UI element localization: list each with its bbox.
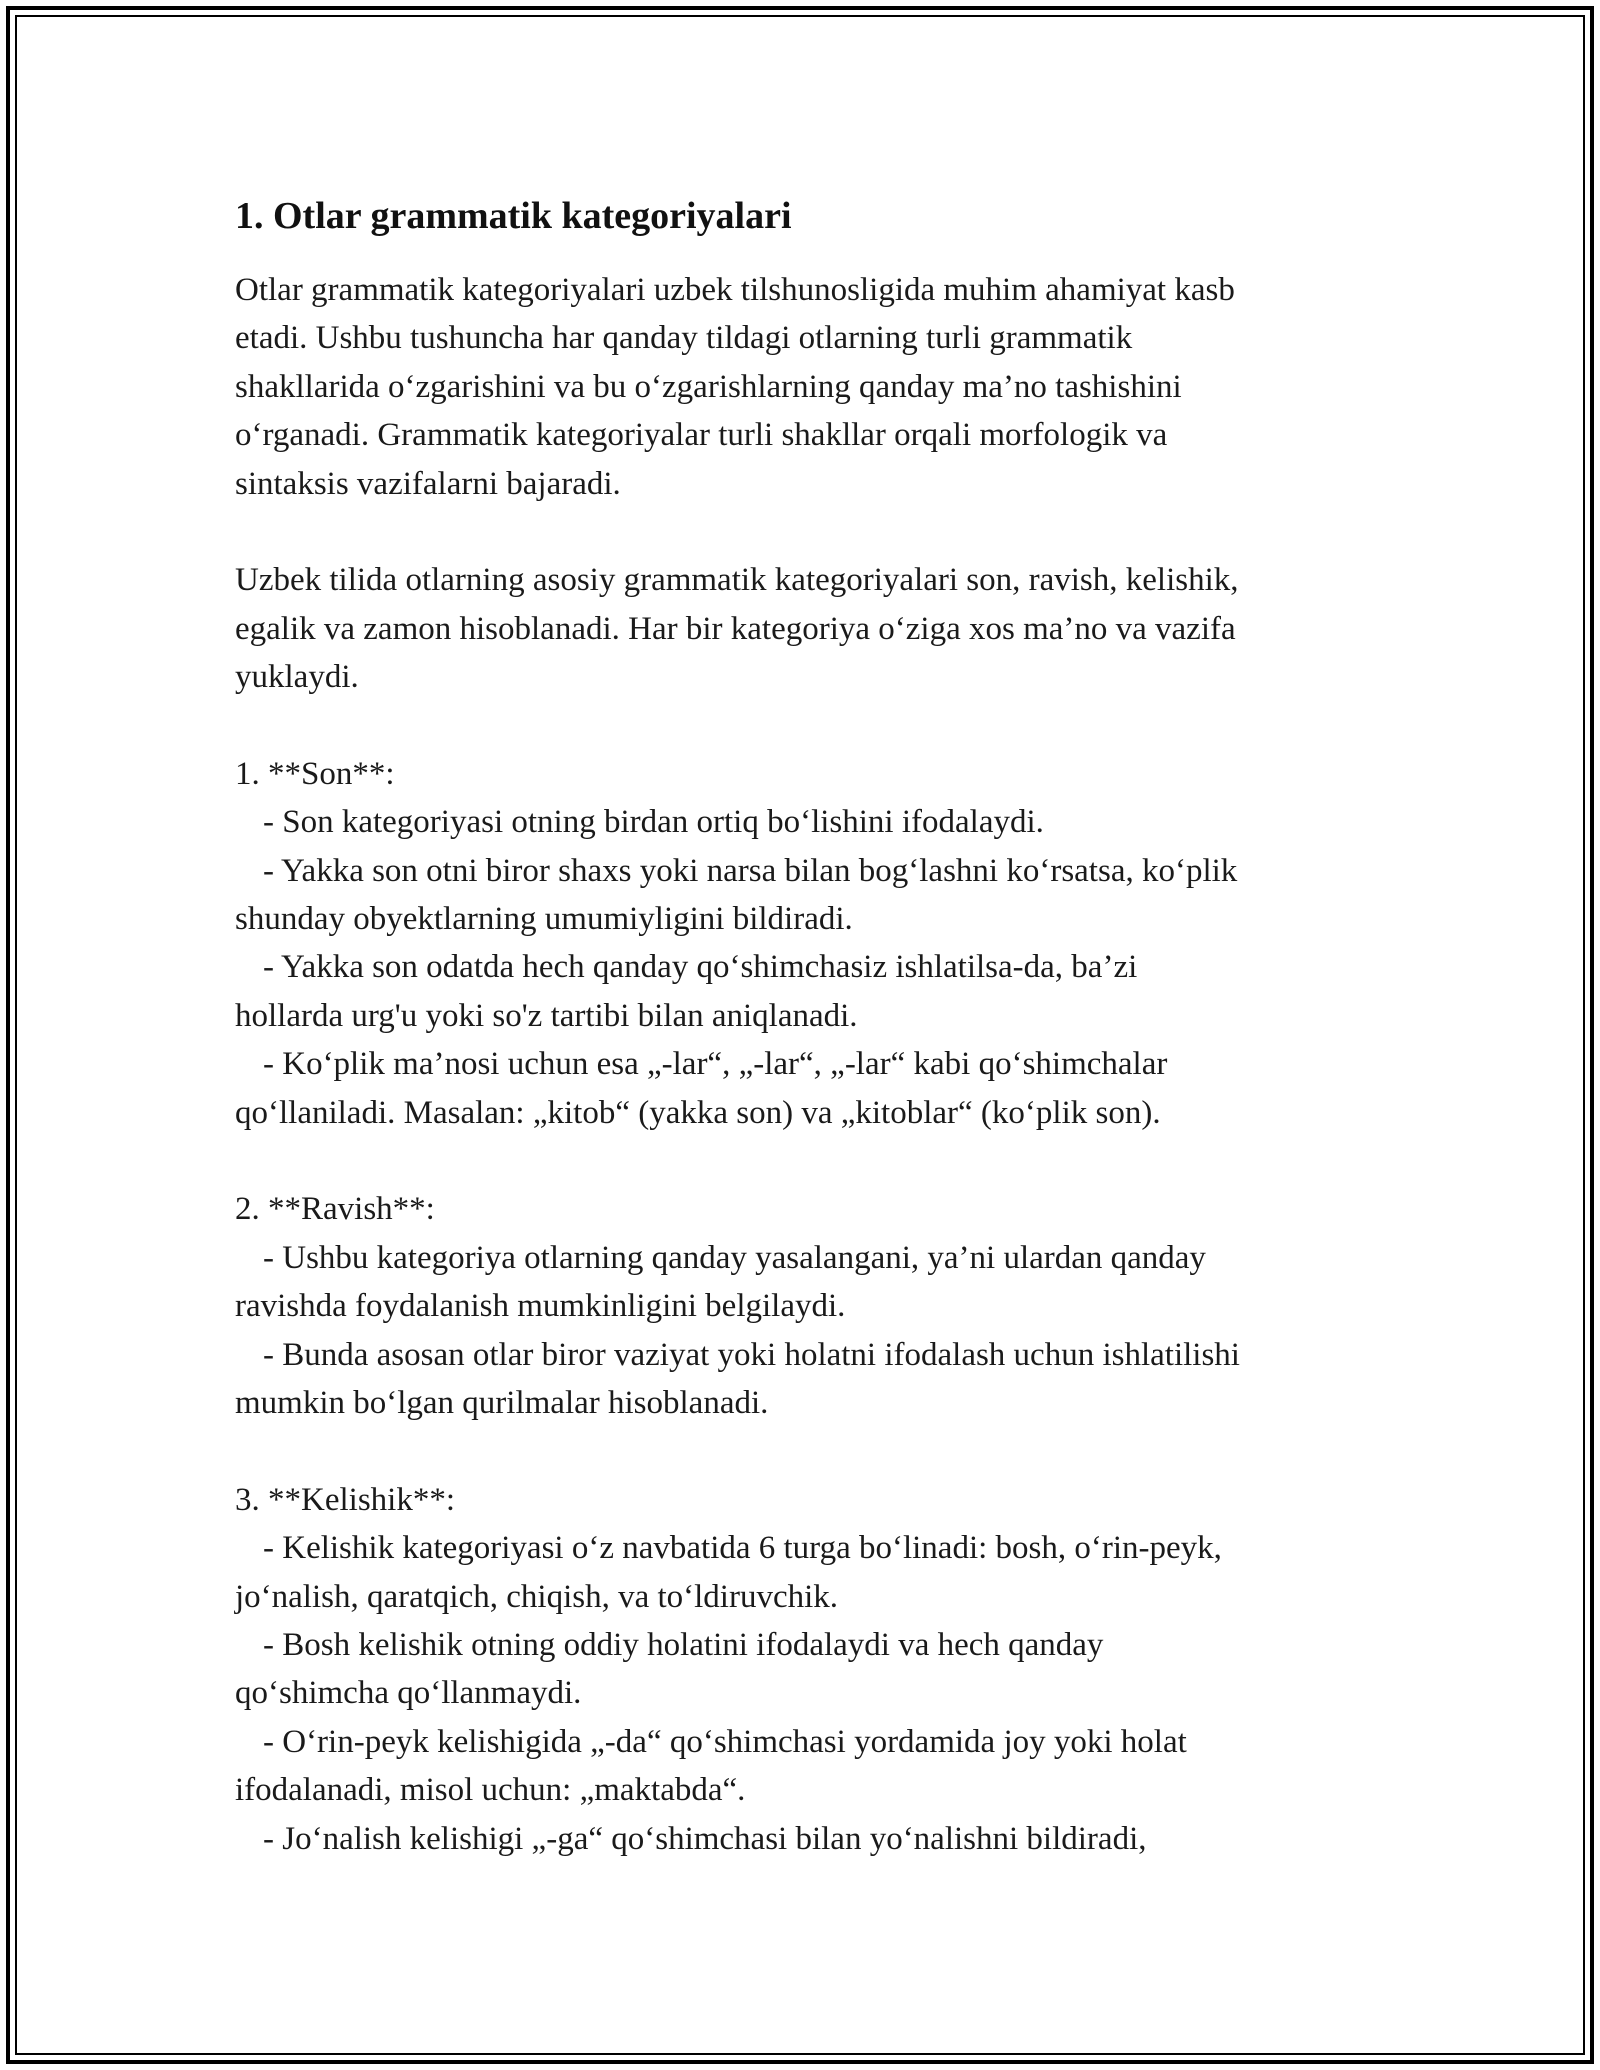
bullet-line: - Jo‘nalish kelishigi „-ga“ qo‘shimchasi bilan yo‘nalishni bildiradi,: [263, 1820, 1147, 1857]
bullet-continuation: shunday obyektlarning umumiyligini bildiradi.: [235, 901, 853, 938]
section-ravish: [235, 1185, 1375, 1427]
spacer: [235, 508, 1375, 556]
bullet-line: - Bunda asosan otlar biror vaziyat yoki holatni ifodalash uchun ishlatilishi: [263, 1336, 1240, 1373]
bullet-continuation: ifodalanadi, misol uchun: „maktabda“.: [235, 1772, 746, 1809]
bullet-continuation: qo‘shimcha qo‘llanmaydi.: [235, 1675, 582, 1712]
text-line: yuklaydi.: [235, 659, 359, 696]
overview-paragraph: [235, 556, 1375, 701]
text-line: Uzbek tilida otlarning asosiy grammatik kategoriyalari son, ravish, kelishik,: [235, 562, 1239, 599]
bullet-continuation: hollarda urg'u yoki so'z tartibi bilan aniqlanadi.: [235, 997, 858, 1034]
text-line: sintaksis vazifalarni bajaradi.: [235, 465, 621, 502]
bullet-line: - Ko‘plik ma’nosi uchun esa „-lar“, „-lar“, „-lar“ kabi qo‘shimchalar: [263, 1046, 1168, 1083]
spacer: [235, 1427, 1375, 1475]
bullet-line: - Son kategoriyasi otning birdan ortiq bo‘lishini ifodalaydi.: [263, 804, 1044, 841]
text-line: o‘rganadi. Grammatik kategoriyalar turli shakllar orqali morfologik va: [235, 417, 1168, 454]
bullet-line: - Yakka son otni biror shaxs yoki narsa bilan bog‘lashni ko‘rsatsa, ko‘plik: [263, 852, 1238, 889]
bullet-line: - Ushbu kategoriya otlarning qanday yasalangani, ya’ni ulardan qanday: [263, 1239, 1206, 1276]
section-son: [235, 750, 1375, 1137]
spacer: [235, 1137, 1375, 1185]
section-kelishik: [235, 1476, 1375, 1863]
section-title: 3. **Kelishik**:: [235, 1481, 455, 1518]
bullet-continuation: jo‘nalish, qaratqich, chiqish, va to‘ldiruvchik.: [235, 1578, 839, 1615]
bullet-line: - Yakka son odatda hech qanday qo‘shimchasiz ishlatilsa-da, ba’zi: [263, 949, 1138, 986]
document-body: [235, 188, 1375, 1863]
bullet-line: - Kelishik kategoriyasi o‘z navbatida 6 turga bo‘linadi: bosh, o‘rin-peyk,: [263, 1530, 1222, 1567]
section-title: 2. **Ravish**:: [235, 1191, 435, 1228]
text-line: shakllarida o‘zgarishini va bu o‘zgarishlarning qanday ma’no tashishini: [235, 368, 1182, 405]
bullet-continuation: ravishda foydalanish mumkinligini belgilaydi.: [235, 1288, 846, 1325]
section-title: 1. **Son**:: [235, 755, 395, 792]
text-line: egalik va zamon hisoblanadi. Har bir kategoriya o‘ziga xos ma’no va vazifa: [235, 610, 1236, 647]
bullet-continuation: qo‘llaniladi. Masalan: „kitob“ (yakka son) va „kitoblar“ (ko‘plik son).: [235, 1094, 1161, 1131]
bullet-line: - Bosh kelishik otning oddiy holatini ifodalaydi va hech qanday: [263, 1626, 1104, 1663]
intro-paragraph: [235, 266, 1375, 508]
bullet-line: - O‘rin-peyk kelishigida „-da“ qo‘shimchasi yordamida joy yoki holat: [263, 1723, 1187, 1760]
document-heading: 1. Otlar grammatik kategoriyalari: [235, 195, 792, 237]
text-line: Otlar grammatik kategoriyalari uzbek tilshunosligida muhim ahamiyat kasb: [235, 272, 1235, 308]
text-line: etadi. Ushbu tushuncha har qanday tildagi otlarning turli grammatik: [235, 320, 1133, 357]
spacer: [235, 702, 1375, 750]
bullet-continuation: mumkin bo‘lgan qurilmalar hisoblanadi.: [235, 1384, 769, 1421]
